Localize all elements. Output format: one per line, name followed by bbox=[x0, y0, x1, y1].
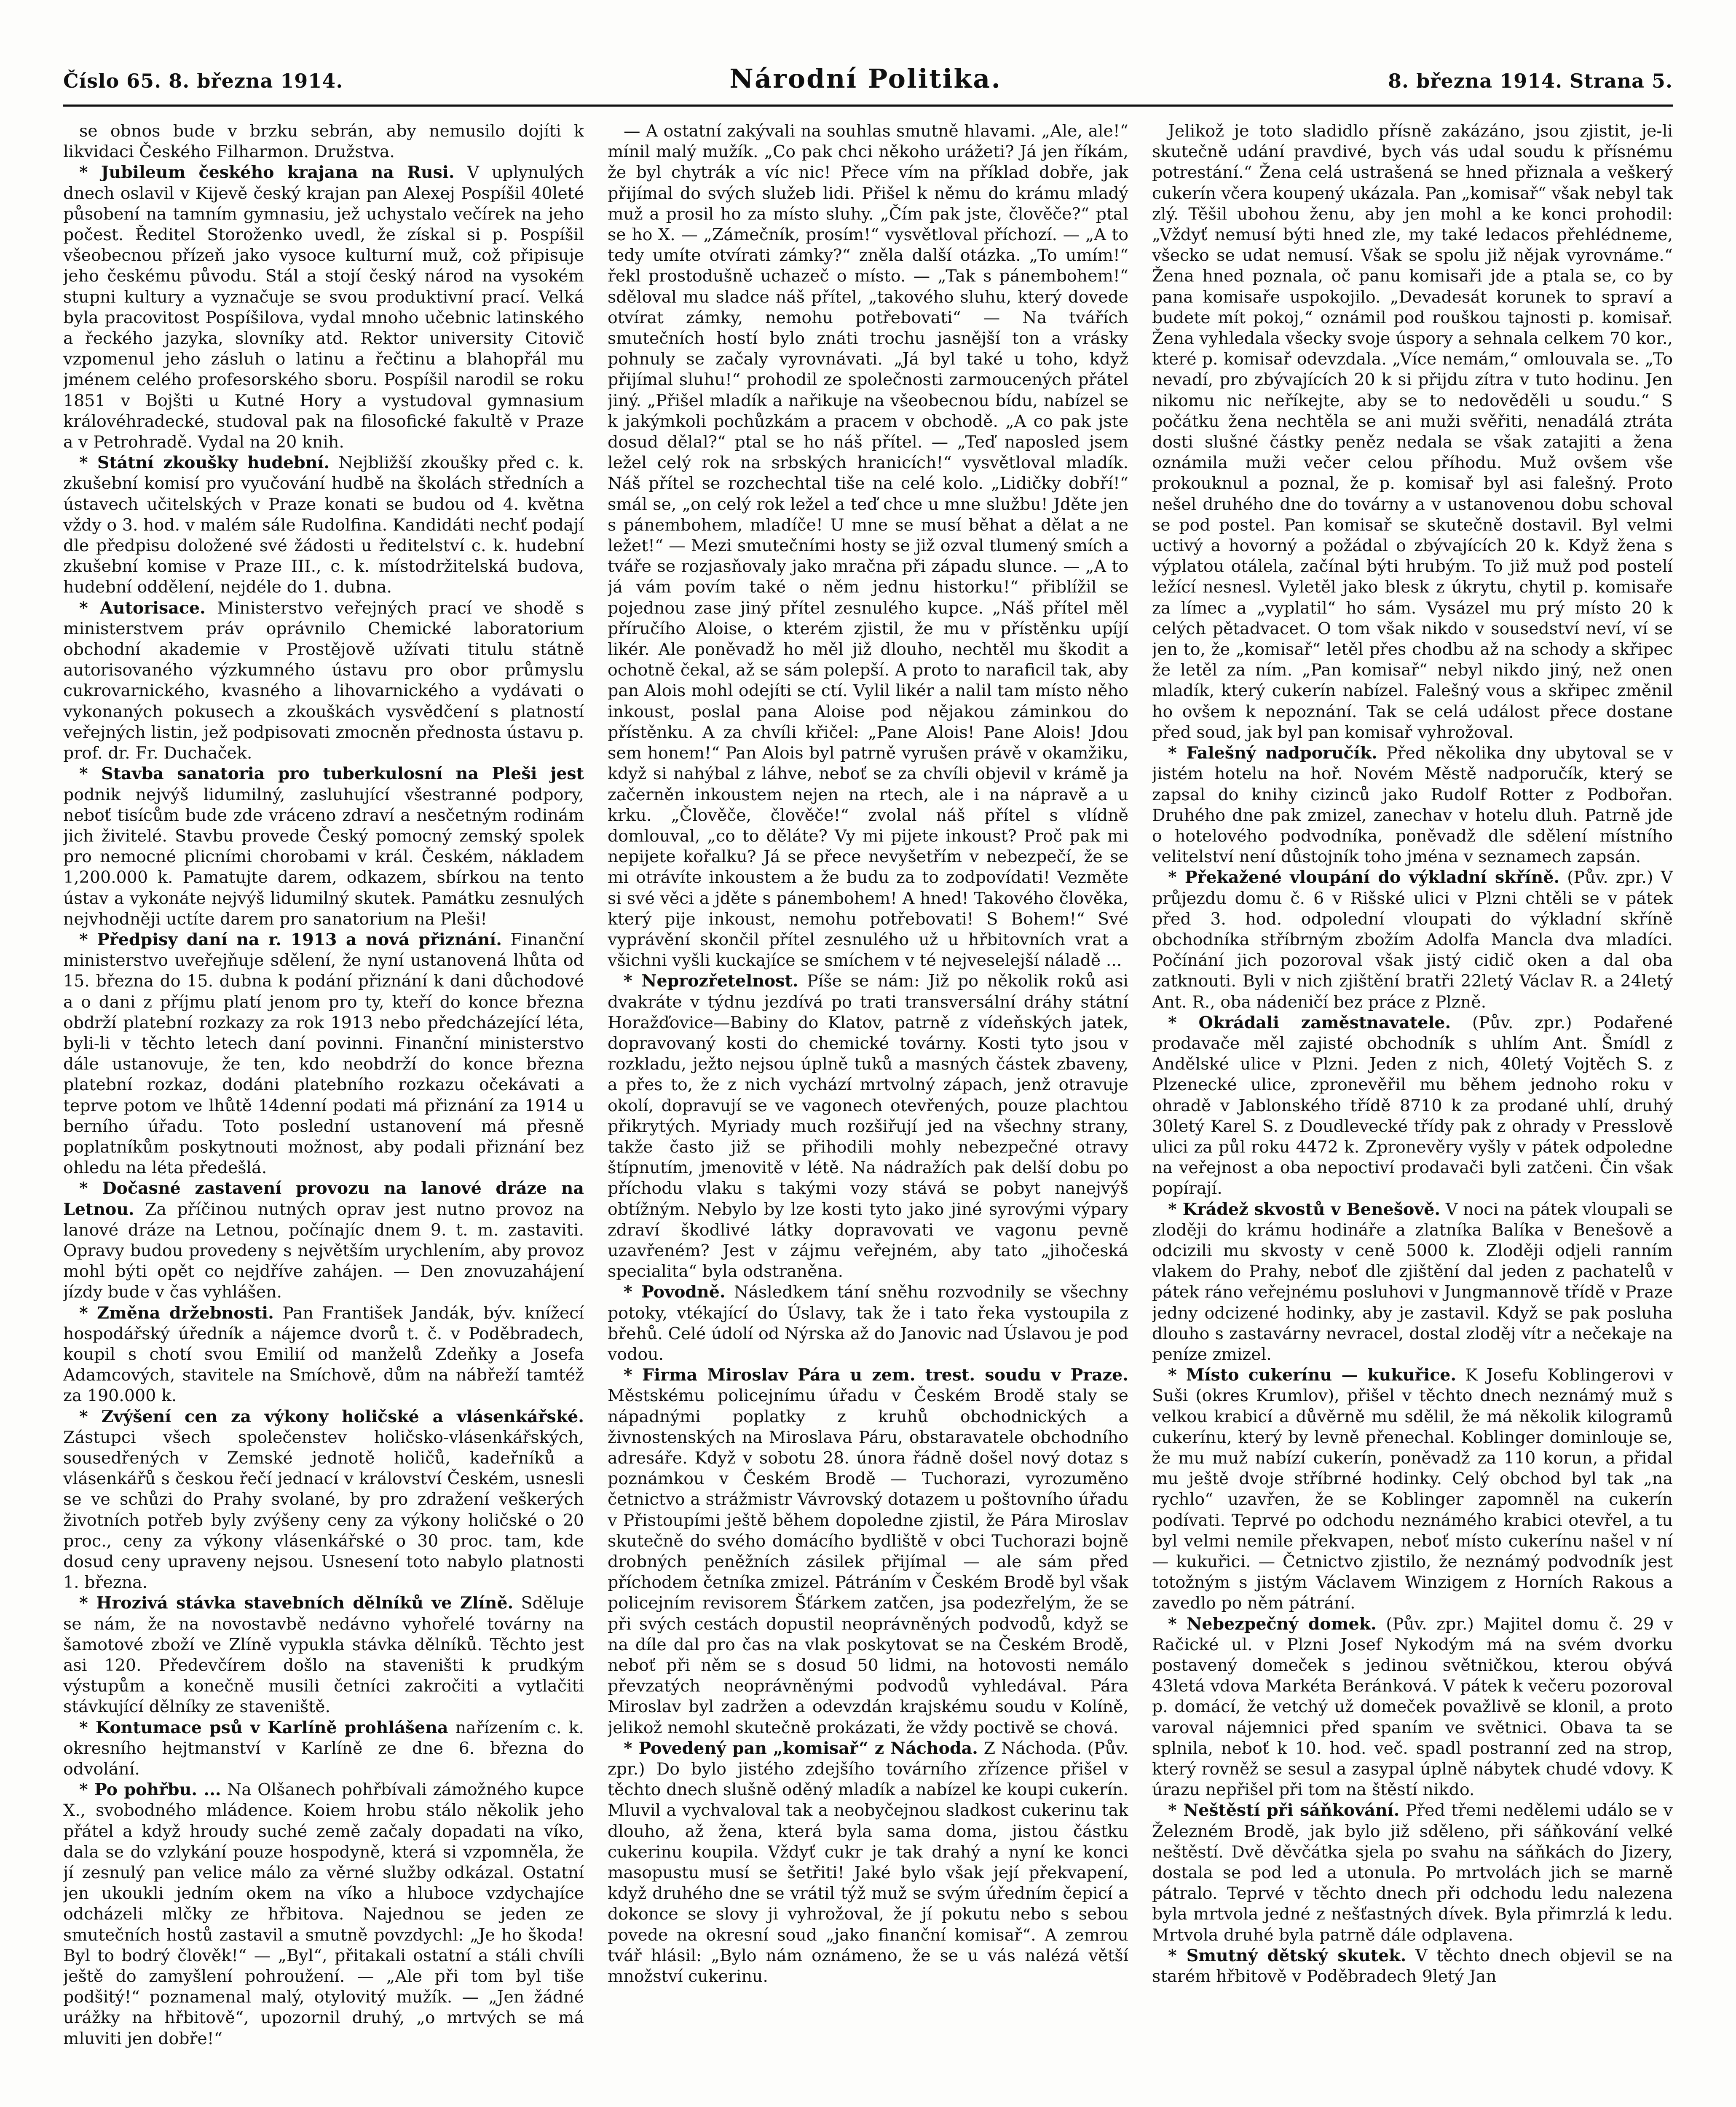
news-item-text: Následkem tání sněhu rozvodnily se všechny potoky, vtékající do Úslavy, tak že i tato řeka vystoupila z břehů. Celé údolí od Nýrska až do Janovic nad Úslavou je pod vodou. bbox=[608, 1282, 1128, 1364]
news-paragraph bbox=[1152, 1800, 1673, 1945]
news-item-text: Ministerstvo veřejných prací ve shodě s ministerstvem práv oprávnilo Chemické laboratorium obchodní akademie v Prostějově užívati titulu státně autorisovaného výzkumného ústavu pro obor průmyslu cukrovarnického, kvasného a lihovarnického a vydávati o vykonaných pokusech a zkouškách vysvědčení s platností veřejných listin, jež podpisovati zmocněn přednosta ústavu p. prof. dr. Fr. Duchaček. bbox=[63, 598, 584, 763]
news-paragraph bbox=[63, 1178, 584, 1303]
page-header bbox=[63, 63, 1673, 101]
news-item-text: Městskému policejnímu úřadu v Českém Brodě staly se nápadnými poplatky z kruhů obchodnických a živnostenských na Miroslava Páru, obstaravatele obchodního adresáře. Když v sobotu 28. února řádně došel nový dotaz s poznámkou v Českém Brodě — Tuchorazi, vyrozuměno četnictvo a strážmistr Vávrovský dotazem u poštovního úřadu v Přistoupími ještě během dopoledne zjistil, že Pára Miroslav skutečně do svého domácího bydliště v obci Tuchorazi bojně drobných peněžních zásilek přijímal — ale sám před příchodem četníka zmizel. Pátráním v Českém Brodě byl však policejním revisorem Šťárkem zatčen, jsa podezřelým, že se při svých cestách dopustil neoprávněných podvodů, když se na díle dal pro čas na vlak poskytovat se na Českém Brodě, neboť při něm se s dosud 50 lidmi, na hotovosti nemálo převzatých neoprávněnými podvodů vyhledával. Pára Miroslav byl zadržen a odevzdán krajskému soudu v Kolíně, jelikož nemohl skutečně prokázati, že vždy poctivě se chová. bbox=[608, 1386, 1128, 1737]
news-item-text: Finanční ministerstvo uveřejňuje sdělení, že nyní ustanovená lhůta od 15. března do 15. dubna k podání přiznání k dani důchodové a o dani z příjmu platí jenom pro ty, kteří do konce března obdrží platební rozkazy za rok 1913 nebo předcházející léta, byli-li v těchto letech daní povinni. Finanční ministerstvo dále ustanovuje, že ten, kdo neobdrží do konce března platební rozkaz, dodáni platebního rozkazu očekávati a teprve potom ve lhůtě 14denní podati má přiznání za 1914 u berního úřadu. Toto poslední ustanovení má přesně poplatníkům poskytnouti možnost, aby podali přiznání bez ohledu na léta předešlá. bbox=[63, 930, 584, 1178]
news-paragraph bbox=[63, 1303, 584, 1407]
news-item-heading: * Státní zkoušky hudební. bbox=[79, 453, 330, 473]
newspaper-title: Národní Politika. bbox=[729, 63, 1002, 94]
news-item-heading: * Dočasné zastavení provozu na lanové dráze na Letnou. bbox=[63, 1179, 584, 1219]
news-paragraph bbox=[1152, 1365, 1673, 1614]
news-item-text: Před několika dny ubytoval se v jistém hotelu na hoř. Novém Městě nadporučík, který se zapsal do knihy cizinců jako Rudolf Rotter z Podbořan. Druhého dne pak zmizel, zanechav v hotelu dluh. Patrně jde o hotelového podvodníka, poněvadž dle sdělení místního velitelství není důstojník toho jména v seznamech zapsán. bbox=[1152, 743, 1673, 867]
news-item-heading: * Neprozřetelnost. bbox=[624, 971, 798, 991]
news-paragraph bbox=[1152, 1013, 1673, 1199]
news-item-text: Za příčinou nutných oprav jest nutno provoz na lanové dráze na Letnou, počínajíc dnem 9. t. m. zastaviti. Opravy budou provedeny s největším urychlením, aby provoz mohl býti opět co nejdříve zahájen. — Den znovuzahájení jízdy bude v čas vyhlášen. bbox=[63, 1199, 584, 1302]
news-item-text: se obnos bude v brzku sebrán, aby nemusilo dojíti k likvidaci Českého Filharmon. Družstva. bbox=[63, 121, 584, 162]
column-1 bbox=[63, 121, 584, 2107]
news-item-text: Pan František Jandák, býv. knížecí hospodářský úředník a nájemce dvorů t. č. v Poděbradech, koupil s chotí svou Emilií od manželů Zdeňky a Josefa Adamcových, stavitele na Smíchově, dům na nábřeží tamtéž za 190.000 k. bbox=[63, 1303, 584, 1406]
news-item-text: Na Olšanech pohřbívali zámožného kupce X., svobodného mládence. Koiem hrobu stálo několik jeho přátel a když hroudy suché země začaly dopadati na víko, dala se do vzlykání pouze hospodyně, která si vzpomněla, že jí zesnulý pan velice málo za věrné služby odkázal. Ostatní jen ukoukli jedním okem na víko a hluboce vzdychajíce odcházeli mlčky ze hřbitova. Najednou se jeden ze smutečních hostů zastavil a smutně povzdychl: „Je ho škoda! Byl to bodrý člověk!“ — „Byl“, přitakali ostatní a stáli chvíli ještě do zamyšlení pohroužení. — „Ale při tom byl tiše podšitý!“ poznamenal malý, otylovitý mužík. — „Jen žádné urážky na hřbitově“, upozornil druhý, „o mrtvých se má mluviti jen dobře!“ bbox=[63, 1780, 584, 2048]
news-item-heading: * Autorisace. bbox=[79, 598, 206, 618]
news-item-heading: * Neštěstí při sáňkování. bbox=[1168, 1801, 1400, 1820]
header-issue-date: Číslo 65. 8. března 1914. bbox=[63, 70, 343, 92]
news-item-text: Jelikož je toto sladidlo přísně zakázáno, jsou zjistit, je-li skutečně udání pravdivé, bych vás udal soudu k přísnému potrestání.“ Žena celá ustrašená se hned přiznala a veškerý cukerín včera koupený ukázala. Pan „komisař“ však nebyl tak zlý. Těšil ubohou ženu, aby jen mohl a ke konci prohodil: „Vždyť nemusí býti hned zle, my také ledacos přehlédneme, všecko se udat nemusí. Však se spolu již nějak vyrovnáme.“ Žena hned poznala, oč panu komisaři jde a ptala se, co by pana komisaře uspokojilo. „Devadesát korunek to spraví a budete mít pokoj,“ oznámil pod rouškou tajnosti p. komisař. Žena vyhledala všecky svoje úspory a sehnala celkem 70 kor., které p. komisař odevzdala. „Více nemám,“ omlouvala se. „To nevadí, pro zbývajících 20 k si přijdu zítra v tuto hodinu. Jen nikomu nic neříkejte, aby se to nedověděli u soudu.“ S počátku žena nechtěla se ani muži svěřiti, nenadálá ztráta dosti slušné částky peněz nedala se však zatajiti a žena oznámila muži večer celou příhodu. Muž ovšem vše prokouknul a poznal, že p. komisař byl asi falešný. Proto nešel druhého dne do továrny a v ustanovenou dobu schoval se pod postel. Pan komisař se skutečně dostavil. Byl velmi uctivý a hovorný a požádal o zbývajících 20 k. Když žena s výplatou otálela, začínal býti hrubým. To již muž pod postelí ležící nesnesl. Vyletěl jako blesk z úkrytu, chytil p. komisaře za límec a „vyplatil“ ho sám. Vysázel mu prý místo 20 k celých pětadvacet. O tom však nikdo v sousedství neví, ví se jen to, že „komisař“ letěl přes chodbu až na schody a skřipec že letěl za ním. „Pan komisař“ nebyl nikdo jiný, než onen mladík, který cukerín nabízel. Falešný vous a skřipec změnil ho ovšem k nepoznání. Tak se celá událost přece dostane před soud, jak byl pan komisař vyhrožoval. bbox=[1152, 121, 1673, 742]
news-item-heading: * Okrádali zaměstnavatele. bbox=[1168, 1013, 1451, 1032]
news-paragraph bbox=[63, 121, 584, 162]
news-paragraph bbox=[608, 121, 1128, 971]
news-paragraph bbox=[1152, 743, 1673, 867]
news-item-heading: * Překažené vloupání do výkladní skříně. bbox=[1168, 868, 1560, 887]
news-item-text: (Pův. zpr.) Podařené prodavače měl zajisté obchodník s uhlím Ant. Šmídl z Andělské ulice v Plzni. Jeden z nich, 40letý Vojtěch S. z Plzenecké ulice, zpronevěřil mu během jednoho roku v ohradě v Jablonského třídě 8710 k za prodané uhlí, druhý 30letý Karel S. z Doudlevecké třídy pak z ohrady v Presslově ulici za půl roku 4472 k. Zpronevěry vyšly v pátek odpoledne na veřejnost a oba nepoctiví prodavači byli zatčeni. Čin však popírají. bbox=[1152, 1013, 1673, 1198]
news-item-heading: * Změna držebnosti. bbox=[79, 1303, 274, 1323]
news-item-heading: * Jubileum českého krajana na Rusi. bbox=[79, 163, 455, 182]
news-item-heading: * Povodně. bbox=[624, 1282, 726, 1302]
news-item-text: — A ostatní zakývali na souhlas smutně hlavami. „Ale, ale!“ mínil malý mužík. „Co pak chci někoho urážeti? Já jen říkám, že byl chytrák a víc nic! Přece vím na příklad dobře, jak přijímal do svých služeb lidi. Přišel k němu do krámu mladý muž a prosil ho za místo sluhy. „Čím pak jste, člověče?“ ptal se ho X. — „Zámečník, prosím!“ vysvětloval příchozí. — „A to tedy umíte otvírati zámky?“ zněla další otázka. „To umím!“ řekl prostodušně uchazeč o místo. — „Tak s pánembohem!“ sděloval mu sladce náš přítel, „takového sluhu, který dovede otvírat zámky, nemohu potřebovati“ — Na tvářích smutečních hostí bylo znáti trochu jasnější ton a vrásky pohnuly se začaly vyrovnávati. „Já byl také u toho, když přijímal sluhu!“ prohodil ze společnosti zarmoucených přátel jiný. „Přišel mladík a nařikuje na všeobecnou bídu, nabízel se k jakýmkoli pochůzkám a pracem v obchodě. „A co pak jste dosud dělal?“ ptal se ho náš přítel. — „Teď naposled jsem ležel celý rok na srbských hranicích!“ vysvětloval mladík. Náš přítel se rozchechtal tiše na celé kolo. „Lidičky dobří!“ smál se, „on celý rok ležel a teď chce u mne službu! Jděte jen s pánembohem, mladíče! U mne se musí běhat a dělat a ne ležet!“ — Mezi smutečními hosty se již ozval tlumený smích a tváře se rozjasňovaly jako mračna při západu slunce. — „A to já vám povím také o něm jednu historku!“ přiblížil se pojednou zase jiný přítel zesnulého kupce. „Náš přítel měl příručího Aloise, o kterém zjistil, že mu v přístěnku upíjí likér. Ale poněvadž ho měl již dlouho, nechtěl mu škodit a ochotně čekal, až se sám polepší. A proto to naraficil tak, aby pan Alois mohl odejíti se ctí. Vylil likér a nalil tam místo něho inkoust, poslal pana Aloise pod nějakou záminkou do přístěnku. A za chvíli křičel: „Pane Alois! Pane Alois! Jdou sem honem!“ Pan Alois byl patrně vyrušen právě v okamžiku, když si nahýbal z láhve, neboť se za chvíli objevil v krámě ja začerněn inkoustem nejen na rtech, ale i na nápravě a u krku. „Člověče, člověče!“ zvolal náš přítel s vlídně domlouval, „co to děláte? Vy mi pijete inkoust? Proč pak mi nepijete kořalku? Já se přece nevyšetřím v nebezpečí, že se mi otrávíte inkoustem a že budu za to zodpovídati! Vezměte si své věci a jděte s pánembohem! A hned! Takového člověka, který pije inkoust, nemohu potřebovati! S Bohem!“ Své vyprávění skončil přítel zesnulého už u hřbitovních vrat a všichni vyšli kuckajíce se smíchem v té nejveselejší náladě ... bbox=[608, 121, 1128, 970]
news-paragraph bbox=[608, 1282, 1128, 1365]
news-item-text: V noci na pátek vloupali se zloději do krámu hodináře a zlatníka Balíka v Benešově a odcizili mu skvosty v ceně 5000 k. Zloději odjeli ranním vlakem do Prahy, neboť dle zjištění dal jeden z pachatelů v pátek ráno veřejnému posluhovi v Jungmannově třídě v Praze jedny odcizené hodinky, aby je zastavil. Když se pak posluha dlouho s zastavárny nevracel, dostal zloděj vítr a nečekaje na peníze zmizel. bbox=[1152, 1199, 1673, 1364]
news-item-text: podnik nejvýš lidumilný, zasluhující všestranné podpory, neboť tisícům bude zde vráceno zdraví a nesčetným rodinám jich živitelé. Stavbu provede Český pomocný zemský spolek pro nemocné plicními chorobami v král. Českém, nákladem 1,200.000 k. Pamatujte darem, odkazem, sbírkou na tento ústav a vykonáte nejvýš lidumilný skutek. Památku zesnulých nejvhodněji uctíte darem pro sanatorium na Pleši! bbox=[63, 785, 584, 929]
news-item-text: Sděluje se nám, že na novostavbě nedávno vyhořelé továrny na šamotové zboží ve Zlíně vypukla stávka dělníků. Těchto jest asi 120. Předevčírem došlo na staveništi k prudkým výstupům a konečně musili četníci zakročiti a vytlačiti stávkující dělníky ze staveniště. bbox=[63, 1593, 584, 1717]
news-paragraph bbox=[63, 930, 584, 1178]
news-paragraph bbox=[63, 162, 584, 453]
news-item-heading: * Hrozivá stávka stavebních dělníků ve Zlíně. bbox=[79, 1593, 514, 1613]
column-3 bbox=[1152, 121, 1673, 2107]
news-item-text: nařízením c. k. okresního hejtmanství v Karlíně ze dne 6. března do odvolání. bbox=[63, 1718, 584, 1779]
news-item-text: Před třemi nedělemi událo se v Železném Brodě, jak bylo již sděleno, při sáňkování velké neštěstí. Dvě děvčátka sjela po svahu na sáňkách do Jizery, dostala se pod led a utonula. Po mrtvolách jich se marně pátralo. Teprvé v těchto dnech při odchodu ledu nalezena byla mrtvola jedné z nešťastných dívek. Byla přimrzlá k ledu. Mrtvola druhé byla patrně dále odplavena. bbox=[1152, 1801, 1673, 1945]
news-item-text: Zástupci všech společenstev holičsko-vlásenkářských, sousedřených v Zemské jednotě holičů, kadeřníků a vlásenkářů s českou řečí jednací v království Českém, usnesli se ve schůzi do Prahy svolané, by pro zdražení veškerých životních potřeb byly zvýšeny ceny za výkony holičské o 20 proc., ceny za výkony vlásenkářské o 30 proc. tam, kde dosud ceny upraveny nejsou. Usnesení toto nabylo platnosti 1. března. bbox=[63, 1427, 584, 1592]
news-item-text: Píše se nám: Již po několik roků asi dvakráte v týdnu jezdívá po trati transversální dráhy státní Horažďovice—Babiny do Klatov, patrně z vídeňských jatek, dopravovaný kosti do chemické továrny. Kosti tyto jsou v rozkladu, ježto nejsou úplně tuků a masných částek zbaveny, a přes to, že z nich vychází mrtvolný zápach, jenž otravuje okolí, dopravují se ve vagonech otevřených, pouze plachtou přikrytých. Myriady much rozšiřují jed na všechny strany, takže často již se přihodili mohly nebezpečné otravy štípnutím, jmenovitě v létě. Na nádražích pak delší dobu po příchodu vlaku s takými vozy stává se pobyt nanejvýš obtížným. Nebylo by lze kosti tyto jako jiné syrovými výpary zdraví škodlivé látky dopravovati ve vagonu pevně uzavřeném? Jest v zájmu veřejném, aby tato „jihočeská specialita“ byla odstraněna. bbox=[608, 971, 1128, 1281]
news-item-heading: * Po pohřbu. ... bbox=[79, 1780, 221, 1800]
news-paragraph bbox=[63, 1593, 584, 1717]
news-item-heading: * Zvýšení cen za výkony holičské a vlásenkářské. bbox=[79, 1407, 584, 1426]
news-paragraph bbox=[1152, 867, 1673, 1012]
column-2 bbox=[608, 121, 1128, 2107]
news-item-heading: * Místo cukerínu — kukuřice. bbox=[1168, 1365, 1457, 1385]
news-paragraph bbox=[63, 1407, 584, 1593]
news-paragraph bbox=[608, 1738, 1128, 1987]
news-item-heading: * Kontumace psů v Karlíně prohlášena bbox=[79, 1718, 448, 1737]
news-item-heading: * Povedený pan „komisař“ z Náchoda. bbox=[624, 1738, 978, 1758]
news-item-heading: * Stavba sanatoria pro tuberkulosní na Pleši jest bbox=[79, 764, 584, 784]
news-paragraph bbox=[608, 1365, 1128, 1738]
news-item-heading: * Předpisy daní na r. 1913 a nová přiznání. bbox=[79, 930, 502, 949]
news-item-heading: * Krádež skvostů v Benešově. bbox=[1168, 1199, 1441, 1219]
news-item-text: V uplynulých dnech oslavil v Kijevě český krajan pan Alexej Pospíšil 40leté působení na tamním gymnasiu, jež uchystalo večírek na jeho počest. Ředitel Storoženko uvedl, že získal si p. Pospíšil všeobecnou přízeň jako vysoce kulturní muž, což připisuje jeho českému původu. Stál a stojí český národ na vysokém stupni kultury a vyznačuje se svou produktivní prací. Velká byla pracovitost Pospíšilova, vydal mnoho učebnic latinského a řeckého jazyka, slovníky atd. Rektor university Citovič vzpomenul jeho zásluh o latinu a řečtinu a blahopřál mu jménem celého profesorského sboru. Pospíšil narodil se roku 1851 v Bojšti u Kutné Hory a vystudoval gymnasium královéhradecké, studoval pak na filosofické fakultě v Praze a v Petrohradě. Vydal na 20 knih. bbox=[63, 163, 584, 452]
news-paragraph bbox=[63, 598, 584, 764]
news-item-text: K Josefu Koblingerovi v Suši (okres Krumlov), přišel v těchto dnech neznámý muž s velkou krabicí a důvěrně mu sdělil, že má několik kilogramů cukerínu, který by levně přenechal. Koblinger dominlouje se, že mu muž nabízí cukerín, poněvadž za 110 korun, a přidal mu ještě dvoje stříbrné hodinky. Celý obchod byl tak „na rychlo“ uzavřen, že se Koblinger zapomněl na cukerín podívati. Teprvé po odchodu neznámého krabici otevřel, a tu byl velmi nemile překvapen, neboť místo cukerínu našel v ní — kukuřici. — Četnictvo zjistilo, že neznámý podvodník jest totožným s jistým Václavem Winzigem z Horních Rakous a zavedlo po něm pátrání. bbox=[1152, 1365, 1673, 1613]
news-paragraph bbox=[1152, 121, 1673, 743]
news-item-text: (Pův. zpr.) V průjezdu domu č. 6 v Rišské ulici v Plzni chtěli se v pátek před 3. hod. odpolední vloupati do výkladní skříně obchodníka stříbrným zbožím Adolfa Mancla dva mladíci. Počínání jich pozoroval však jistý cidič oken a dal oba zatknouti. Byli v nich zjištění bratři 22letý Václav R. a 24letý Ant. R., oba nádeničí bez práce z Plzně. bbox=[1152, 868, 1673, 1012]
header-date-page: 8. března 1914. Strana 5. bbox=[1388, 70, 1673, 92]
news-item-text: V těchto dnech objevil se na starém hřbitově v Poděbradech 9letý Jan bbox=[1152, 1946, 1673, 1986]
news-paragraph bbox=[608, 971, 1128, 1282]
article-columns bbox=[63, 121, 1673, 2107]
news-paragraph bbox=[63, 453, 584, 598]
news-item-heading: * Nebezpečný domek. bbox=[1168, 1614, 1377, 1634]
news-paragraph bbox=[63, 1718, 584, 1780]
news-paragraph bbox=[63, 1780, 584, 2049]
news-paragraph bbox=[1152, 1199, 1673, 1365]
news-item-text: Z Náchoda. (Pův. zpr.) Do bylo jistého zdejšího továrního zřízence přišel v těchto dnech slušně oděný mladík a nabízel ke koupi cukerín. Mluvil a vychvaloval tak a neobyčejnou sladkost cukerinu tak dlouho, až žena, která byla sama doma, jistou částku cukerinu koupila. Vždyť cukr je tak drahý a nyní ke konci masopustu musí se šetřiti! Jaké bylo však její překvapení, když druhého dne se vrátil týž muž se svým úředním čepicí a dokonce se slovy ji vyhrožoval, že jí pokutu nebo s sebou povede na okresní soud „jako finanční komisař“. A zemrou tvář hlásil: „Bylo nám oznámeno, že se u vás nalézá větší množství cukerinu. bbox=[608, 1738, 1128, 1986]
header-rule bbox=[63, 105, 1673, 107]
news-item-heading: * Smutný dětský skutek. bbox=[1168, 1946, 1406, 1965]
news-item-text: (Pův. zpr.) Majitel domu č. 29 v Račické ul. v Plzni Josef Nykodým má na svém dvorku postavený domeček s jedinou světničkou, kterou obývá 43letá vdova Markéta Beránková. V pátek k večeru pozoroval p. domácí, že vetchý už domeček považlivě se klonil, a proto varoval nájemnici před spaním ve světnici. Obava ta se splnila, neboť k 10. hod. več. spadl postranní zed na strop, který rovněž se sesul a zasypal úplně nábytek chudé vdovy. K úrazu nepřišel při tom na štěstí nikdo. bbox=[1152, 1614, 1673, 1800]
news-item-heading: * Firma Miroslav Pára u zem. trest. soudu v Praze. bbox=[624, 1365, 1128, 1385]
news-paragraph bbox=[1152, 1614, 1673, 1801]
news-paragraph bbox=[63, 764, 584, 930]
news-item-text: Nejbližší zkoušky před c. k. zkušební komisí pro vyučování hudbě na školách středních a ústavech učitelských v Praze konati se budou od 4. května vždy o 3. hod. v malém sále Rudolfina. Kandidáti nechť podají dle předpisu doložené své žádosti u ředitelství c. k. hudební zkušební komise v Praze III., c. k. místodržitelská budova, hudební oddělení, nejdéle do 1. dubna. bbox=[63, 453, 584, 597]
news-item-heading: * Falešný nadporučík. bbox=[1168, 743, 1377, 763]
news-paragraph bbox=[1152, 1946, 1673, 1987]
